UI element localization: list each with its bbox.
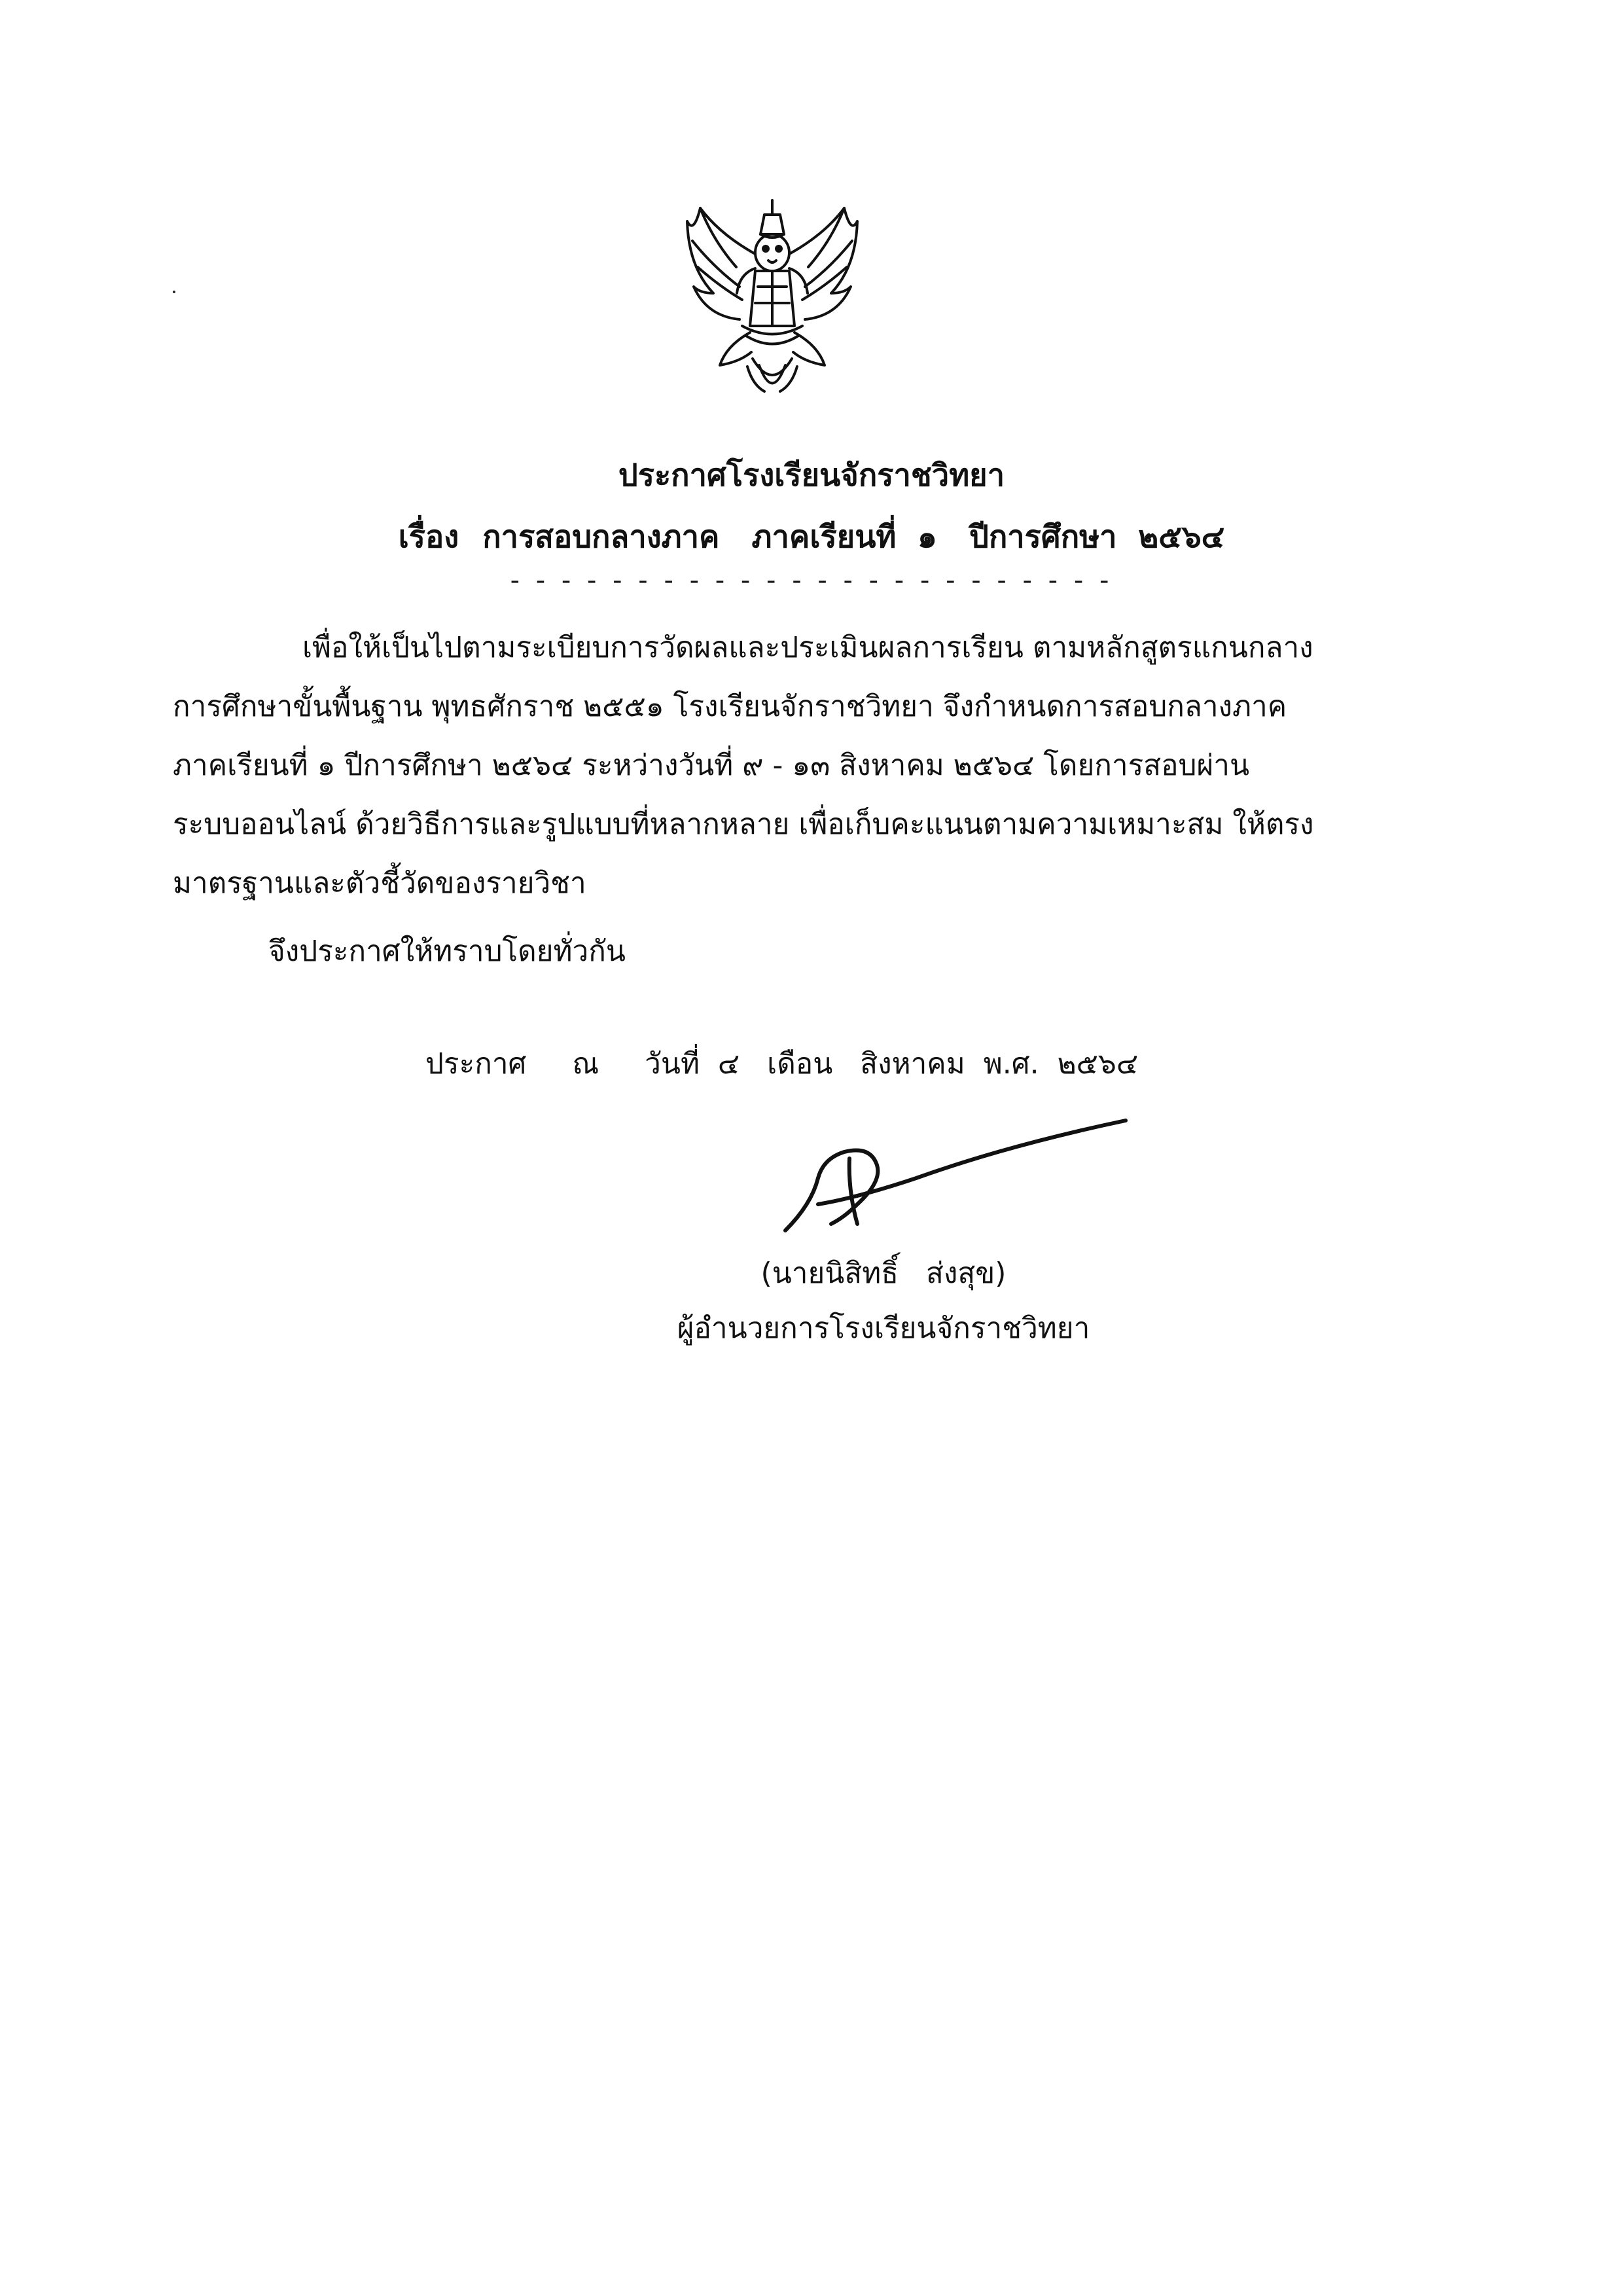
body-line: ระบบออนไลน์ ด้วยวิธีการและรูปแบบที่หลากหลาย เพื่อเก็บคะแนนตามความเหมาะสม ให้ตรง bbox=[173, 808, 1314, 841]
closing-statement: จึงประกาศให้ทราบโดยทั่วกัน bbox=[268, 935, 626, 968]
stray-mark bbox=[173, 291, 175, 293]
signer-position: ผู้อำนวยการโรงเรียนจักราชวิทยา bbox=[677, 1312, 1090, 1345]
body-line: เพื่อให้เป็นไปตามระเบียบการวัดผลและประเมินผลการเรียน ตามหลักสูตรแกนกลาง bbox=[302, 631, 1313, 664]
handwritten-signature-icon bbox=[772, 1106, 1139, 1237]
signer-name: (นายนิสิทธิ์ ส่งสุข) bbox=[760, 1257, 1007, 1290]
title-separator: - - - - - - - - - - - - - - - - - - - - - - - - bbox=[510, 565, 1113, 596]
subject-label: เรื่อง bbox=[398, 519, 459, 555]
document-subject bbox=[0, 512, 1623, 561]
subject-text: การสอบกลางภาค ภาคเรียนที่ ๑ ปีการศึกษา ๒๕๖๔ bbox=[482, 519, 1225, 555]
body-line: การศึกษาขั้นพื้นฐาน พุทธศักราช ๒๕๕๑ โรงเรียนจักราชวิทยา จึงกำหนดการสอบกลางภาค bbox=[173, 690, 1287, 723]
announcement-date: ประกาศ ณ วันที่ ๔ เดือน สิงหาคม พ.ศ. ๒๕๖๔ bbox=[425, 1047, 1139, 1081]
garuda-emblem-icon bbox=[674, 195, 870, 403]
body-line: มาตรฐานและตัวชี้วัดของรายวิชา bbox=[173, 867, 586, 900]
document-title: ประกาศโรงเรียนจักราชวิทยา bbox=[618, 457, 1005, 493]
body-line: ภาคเรียนที่ ๑ ปีการศึกษา ๒๕๖๔ ระหว่างวันที่ ๙ - ๑๓ สิงหาคม ๒๕๖๔ โดยการสอบผ่าน bbox=[173, 749, 1250, 782]
